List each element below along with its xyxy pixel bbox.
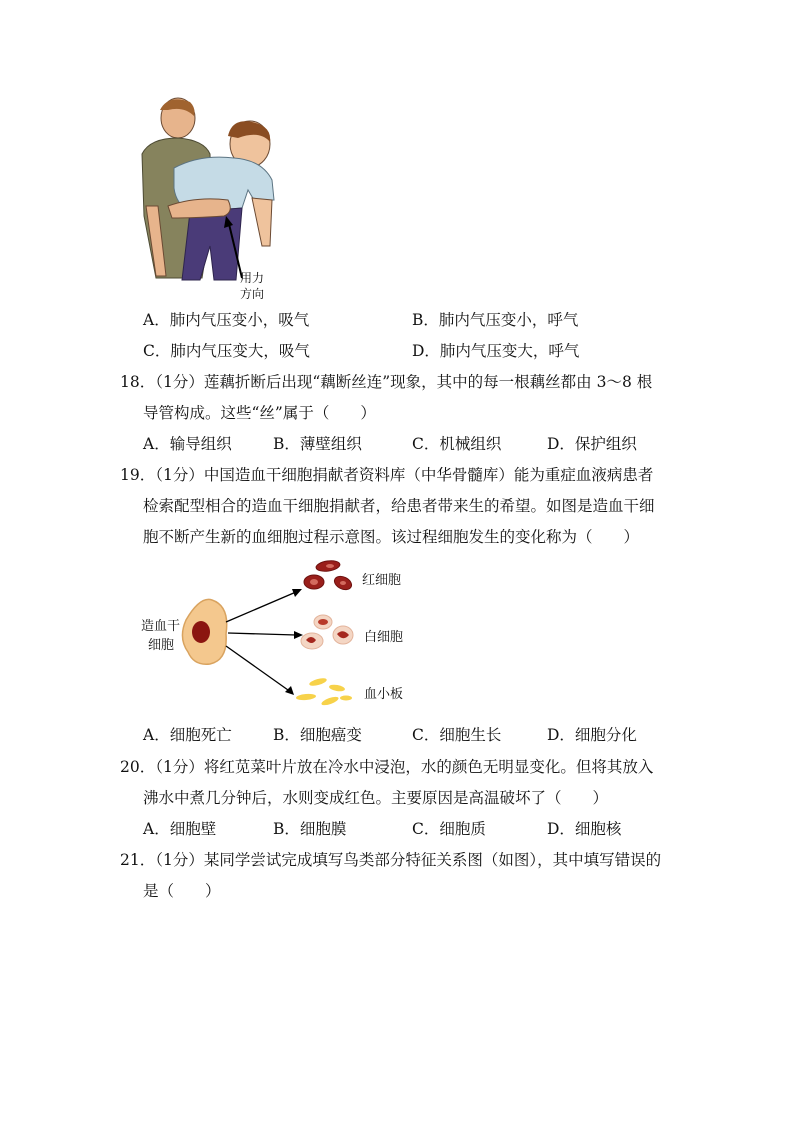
- q17-option-d: D．肺内气压变大，呼气: [412, 342, 580, 360]
- arrow-label-line1: 用力: [240, 271, 265, 285]
- q19-option-d: D．细胞分化: [547, 726, 637, 744]
- q17-option-b: B．肺内气压变小，呼气: [412, 311, 579, 329]
- q18-stem-line2: 导管构成。这些“丝”属于（ ）: [143, 404, 376, 422]
- q21-stem-line1: 21．（1分）某同学尝试完成填写鸟类部分特征关系图（如图），其中填写错误的: [120, 851, 662, 869]
- q19-stem-line3: 胞不断产生新的血细胞过程示意图。该过程细胞发生的变化称为（ ）: [143, 528, 640, 546]
- q17-option-a: A．肺内气压变小，吸气: [143, 311, 310, 329]
- stem-cell-label-1: 造血干: [141, 619, 181, 634]
- heimlich-illustration: [138, 96, 284, 281]
- q19-option-a: A．细胞死亡: [143, 726, 232, 744]
- q18-option-d: D．保护组织: [547, 435, 637, 453]
- q19-option-c: C．细胞生长: [412, 726, 502, 744]
- white-blood-cell-label: 白细胞: [364, 630, 404, 645]
- q20-option-c: C．细胞质: [412, 820, 486, 838]
- arrow-label-line2: 方向: [240, 287, 265, 301]
- heimlich-figure: [138, 96, 284, 306]
- q19-stem-line2: 检索配型相合的造血干细胞捐献者，给患者带来生的希望。如图是造血干细: [143, 497, 655, 515]
- q21-stem-line2: 是（ ）: [143, 882, 221, 900]
- q19-stem-line1: 19．（1分）中国造血干细胞捐献者资料库（中华骨髓库）能为重症血液病患者: [120, 466, 654, 484]
- q20-option-d: D．细胞核: [547, 820, 622, 838]
- q18-option-b: B．薄壁组织: [273, 435, 362, 453]
- q18-stem-line1: 18．（1分）莲藕折断后出现“藕断丝连”现象，其中的每一根藕丝都由 3～8 根: [120, 373, 653, 391]
- q19-option-b: B．细胞癌变: [273, 726, 362, 744]
- q20-stem-line1: 20．（1分）将红苋菜叶片放在冷水中浸泡，水的颜色无明显变化。但将其放入: [120, 758, 654, 776]
- q20-option-a: A．细胞壁: [143, 820, 217, 838]
- stem-cell-label-2: 细胞: [148, 638, 175, 653]
- red-blood-cell-label: 红细胞: [362, 573, 402, 588]
- q17-option-c: C．肺内气压变大，吸气: [143, 342, 310, 360]
- q20-option-b: B．细胞膜: [273, 820, 347, 838]
- q20-stem-line2: 沸水中煮几分钟后，水则变成红色。主要原因是高温破坏了（ ）: [143, 789, 609, 807]
- q18-option-c: C．机械组织: [412, 435, 502, 453]
- q18-option-a: A．输导组织: [143, 435, 232, 453]
- platelet-label: 血小板: [364, 687, 404, 702]
